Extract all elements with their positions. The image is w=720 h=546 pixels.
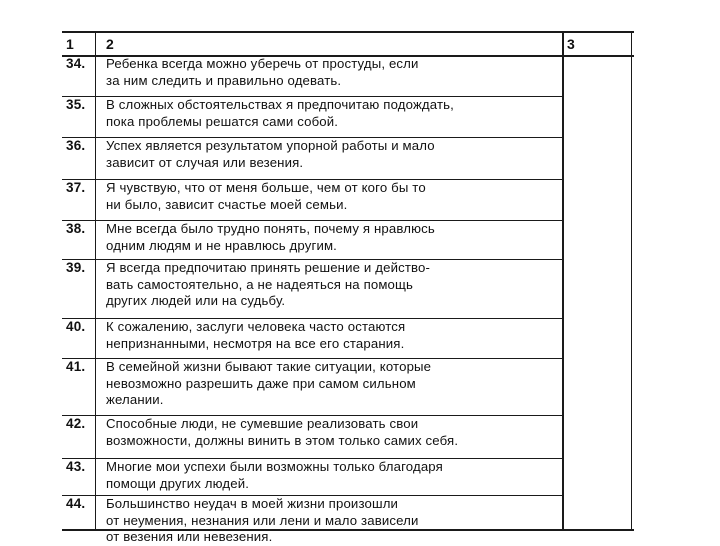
statement-line: ни было, зависит счастье моей семьи. <box>106 196 348 212</box>
statement-line: Большинство неудач в моей жизни произошли <box>106 496 399 511</box>
statement-line: от неумения, незнания или лени и мало зависели <box>106 512 419 528</box>
table-row <box>62 179 562 221</box>
table-row <box>62 55 562 97</box>
statement-line: других людей или на судьбу. <box>106 293 286 308</box>
row-number: 44. <box>66 496 86 511</box>
table-row <box>62 458 562 496</box>
row-number: 39. <box>66 260 86 275</box>
row-statement <box>106 260 561 310</box>
header-col-2: 2 <box>106 36 114 52</box>
statement-line: вать самостоятельно, а не надеяться на помощь <box>106 276 414 292</box>
table-row <box>62 220 562 260</box>
table-row <box>62 137 562 180</box>
statement-line: пока проблемы решатся сами собой. <box>106 113 339 129</box>
row-statement <box>106 180 561 213</box>
statement-line: Способные люди, не сумевшие реализовать свои <box>106 416 419 431</box>
row-number: 37. <box>66 180 86 195</box>
header-col-3: 3 <box>567 36 575 52</box>
row-number: 35. <box>66 97 86 112</box>
row-statement <box>106 138 561 171</box>
statement-line: Успех является результатом упорной работы и мало <box>106 138 435 153</box>
statement-line: Мне всегда было трудно понять, почему я нравлюсь <box>106 221 435 236</box>
row-statement <box>106 56 561 89</box>
table-row <box>62 259 562 319</box>
statement-line: одним людям и не нравлюсь другим. <box>106 237 337 253</box>
questionnaire-table <box>62 31 634 544</box>
table-row <box>62 495 562 544</box>
table-row <box>62 96 562 138</box>
row-statement <box>106 496 561 546</box>
table-row <box>62 415 562 459</box>
statement-line: В семейной жизни бывают такие ситуации, которые <box>106 359 432 374</box>
header-col-1: 1 <box>66 36 74 52</box>
row-statement <box>106 459 561 492</box>
row-statement <box>106 319 561 352</box>
statement-line: Я чувствую, что от меня больше, чем от кого бы то <box>106 180 426 195</box>
statement-line: возможности, должны винить в этом только самих себя. <box>106 432 459 448</box>
row-number: 43. <box>66 459 86 474</box>
column-divider-2 <box>562 33 564 529</box>
statement-line: К сожалению, заслуги человека часто остаются <box>106 319 406 334</box>
statement-line: от везения или невезения. <box>106 529 273 544</box>
row-statement <box>106 416 561 449</box>
statement-line: за ним следить и правильно одевать. <box>106 72 342 88</box>
row-number: 36. <box>66 138 86 153</box>
statement-line: желании. <box>106 392 164 407</box>
statement-line: невозможно разрешить даже при самом сильном <box>106 375 416 391</box>
statement-line: Многие мои успехи были возможны только благодаря <box>106 459 443 474</box>
statement-line: В сложных обстоятельствах я предпочитаю подождать, <box>106 97 454 112</box>
row-number: 34. <box>66 56 86 71</box>
statement-line: непризнанными, несмотря на все его старания. <box>106 335 405 351</box>
statement-line: зависит от случая или везения. <box>106 154 304 170</box>
row-statement <box>106 97 561 130</box>
row-number: 42. <box>66 416 86 431</box>
table-row <box>62 358 562 416</box>
column-divider-3 <box>631 33 632 529</box>
row-number: 38. <box>66 221 86 236</box>
statement-line: помощи других людей. <box>106 475 250 491</box>
row-number: 40. <box>66 319 86 334</box>
row-statement <box>106 221 561 254</box>
table-row <box>62 318 562 359</box>
statement-line: Я всегда предпочитаю принять решение и действо- <box>106 260 431 275</box>
row-number: 41. <box>66 359 86 374</box>
statement-line: Ребенка всегда можно уберечь от простуды, если <box>106 56 419 71</box>
row-statement <box>106 359 561 409</box>
table-header-row <box>62 33 634 57</box>
